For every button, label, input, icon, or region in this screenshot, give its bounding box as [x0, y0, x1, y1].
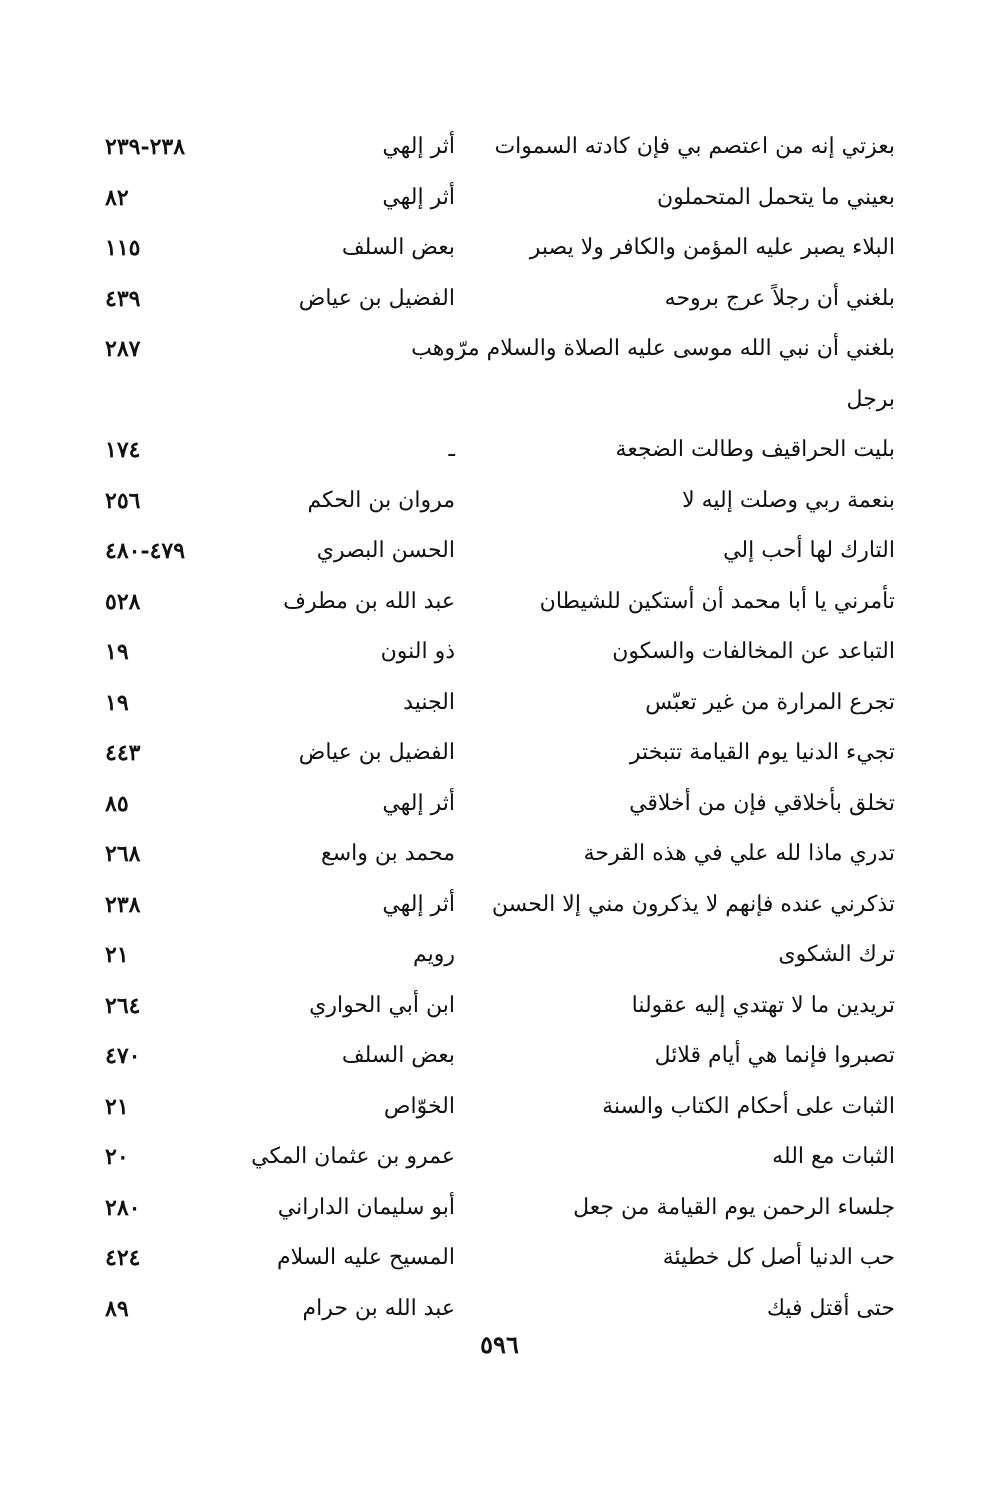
- index-source: بعض السلف: [341, 1043, 455, 1068]
- index-pages: ٢٦٤: [105, 992, 141, 1019]
- index-source: عبد الله بن مطرف: [283, 588, 455, 614]
- index-phrase: تدري ماذا لله علي في هذه القرحة: [583, 841, 895, 866]
- index-source: الجنيد: [403, 689, 455, 715]
- index-pages: ٨٥: [105, 790, 129, 817]
- index-source: رويم: [412, 942, 455, 967]
- index-row: [95, 880, 895, 931]
- index-pages: ٤٤٣: [105, 740, 141, 766]
- index-phrase: بعيني ما يتحمل المتحملون: [656, 184, 895, 210]
- index-source: وهب: [411, 336, 455, 361]
- index-row: [95, 577, 895, 628]
- index-pages: ١٩: [105, 689, 129, 716]
- index-row: [95, 324, 895, 375]
- index-row: [95, 1284, 895, 1335]
- index-source: أبو سليمان الداراني: [277, 1194, 455, 1220]
- index-source: عبد الله بن حرام: [302, 1295, 455, 1321]
- index-row: [95, 173, 895, 224]
- index-pages: ٢٨٠: [105, 1194, 141, 1221]
- index-pages: ٨٢: [105, 184, 129, 211]
- index-pages: ٤٢٤: [105, 1245, 141, 1271]
- index-phrase: الثبات على أحكام الكتاب والسنة: [602, 1093, 895, 1119]
- index-pages: ٤٧٩-٤٨٠: [105, 538, 186, 564]
- index-source: أثر إلهي: [382, 134, 455, 159]
- index-phrase: الثبات مع الله: [772, 1144, 895, 1169]
- index-phrase: بلغني أن نبي الله موسى عليه الصلاة والسلام مرّ: [455, 336, 895, 361]
- index-pages: ٢٠: [105, 1144, 129, 1170]
- index-pages: ٢٨٧: [105, 336, 141, 362]
- index-phrase: بليت الحراقيف وطالت الضجعة: [615, 437, 895, 462]
- index-source: مروان بن الحكم: [307, 487, 455, 513]
- index-source: الفضيل بن عياض: [298, 740, 455, 765]
- index-pages: ٢٣٨: [105, 891, 141, 918]
- index-row: [95, 779, 895, 830]
- index-source: محمد بن واسع: [321, 841, 455, 866]
- index-source: ابن أبي الحواري: [309, 992, 455, 1018]
- index-row: [95, 425, 895, 476]
- index-phrase: ترك الشكوى: [778, 942, 895, 967]
- index-pages: ٢٥٦: [105, 487, 141, 514]
- index-row: [95, 526, 895, 577]
- index-row: [95, 678, 895, 729]
- index-row: [95, 1183, 895, 1234]
- index-source: أثر إلهي: [382, 184, 455, 210]
- index-phrase: برجل: [846, 386, 895, 412]
- index-phrase: بعزتي إنه من اعتصم بي فإن كادته السموات: [494, 134, 895, 159]
- index-row: [95, 274, 895, 325]
- index-phrase: بنعمة ربي وصلت إليه لا: [682, 487, 895, 513]
- index-source: الحسن البصري: [316, 538, 455, 563]
- index-source: ذو النون: [380, 639, 455, 664]
- index-row: [95, 223, 895, 274]
- index-pages: ٢١: [105, 942, 129, 968]
- index-pages: ١١٥: [105, 235, 141, 261]
- index-phrase: التارك لها أحب إلي: [723, 538, 895, 563]
- index-phrase: تجيء الدنيا يوم القيامة تتبختر: [629, 740, 895, 765]
- index-phrase: تريدين ما لا تهتدي إليه عقولنا: [631, 992, 895, 1018]
- index-row: [95, 981, 895, 1032]
- index-pages: ٨٩: [105, 1295, 129, 1322]
- index-row: [95, 930, 895, 981]
- index-pages: ٢١: [105, 1093, 129, 1120]
- index-row: [95, 1233, 895, 1284]
- index-row: [95, 728, 895, 779]
- index-source: أثر إلهي: [382, 891, 455, 917]
- index-source: أثر إلهي: [382, 790, 455, 816]
- index-row: [95, 829, 895, 880]
- index-pages: ١٩: [105, 639, 129, 665]
- index-source: بعض السلف: [341, 235, 455, 260]
- index-row: [95, 1031, 895, 1082]
- index-row: [95, 476, 895, 527]
- index-phrase: تجرع المرارة من غير تعبّس: [645, 689, 895, 715]
- index-phrase: بلغني أن رجلاً عرج بروحه: [664, 285, 895, 311]
- index-pages: ٥٢٨: [105, 588, 141, 615]
- index-phrase: تأمرني يا أبا محمد أن أستكين للشيطان: [539, 588, 895, 614]
- index-pages: ٢٦٨: [105, 841, 141, 867]
- index-phrase: حب الدنيا أصل كل خطيئة: [662, 1245, 895, 1270]
- index-row: [95, 627, 895, 678]
- index-source: عمرو بن عثمان المكي: [251, 1144, 455, 1169]
- index-pages: ٤٣٩: [105, 285, 141, 312]
- index-source: الخوّاص: [383, 1093, 455, 1119]
- index-table: [95, 122, 895, 1334]
- index-phrase: حتى أقتل فيك: [766, 1295, 895, 1321]
- index-row: [95, 122, 895, 173]
- page-number: ٥٩٦: [480, 1330, 519, 1359]
- index-phrase: تصبروا فإنما هي أيام قلائل: [654, 1043, 895, 1068]
- index-row: [95, 1082, 895, 1133]
- index-source: المسيح عليه السلام: [276, 1245, 455, 1270]
- index-pages: ٤٧٠: [105, 1043, 141, 1069]
- index-phrase: التباعد عن المخالفات والسكون: [612, 639, 895, 664]
- index-row-continuation: [95, 375, 895, 426]
- index-source: ـ: [448, 437, 455, 462]
- index-phrase: تخلق بأخلاقي فإن من أخلاقي: [629, 790, 895, 816]
- index-phrase: البلاء يصبر عليه المؤمن والكافر ولا يصبر: [529, 235, 895, 260]
- index-source: الفضيل بن عياض: [298, 285, 455, 311]
- index-phrase: جلساء الرحمن يوم القيامة من جعل: [573, 1194, 895, 1220]
- index-pages: ١٧٤: [105, 437, 141, 463]
- index-row: [95, 1132, 895, 1183]
- index-pages: ٢٣٨-٢٣٩: [105, 134, 186, 160]
- index-phrase: تذكرني عنده فإنهم لا يذكرون مني إلا الحسن: [491, 891, 895, 917]
